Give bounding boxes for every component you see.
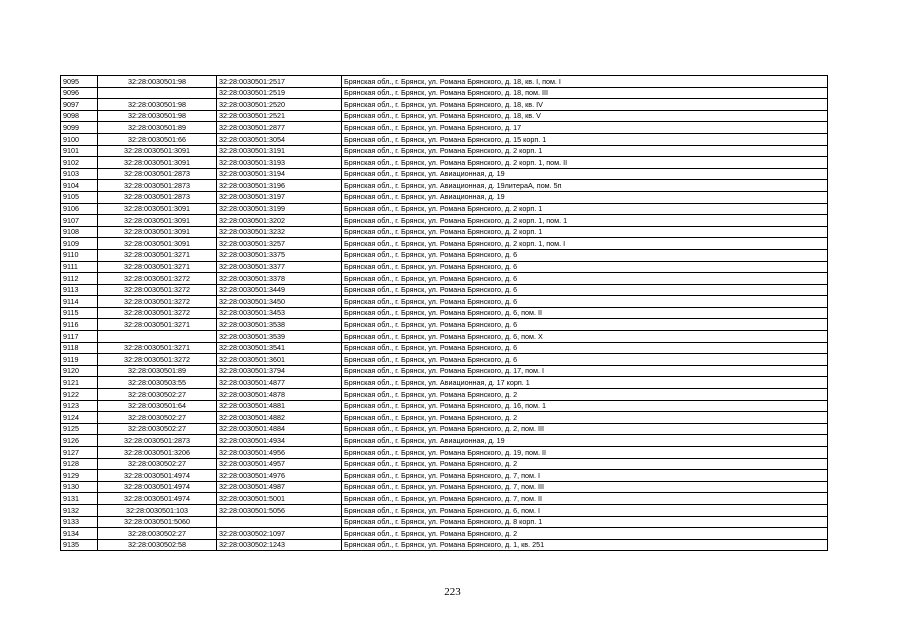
table-row — [61, 168, 828, 180]
parent-cadastral-cell: 32:28:0030501:4974 — [98, 481, 217, 493]
cadastral-number-cell: 32:28:0030501:4956 — [217, 447, 342, 459]
row-number-cell: 9129 — [61, 470, 98, 482]
row-number-cell: 9103 — [61, 168, 98, 180]
table-row — [61, 435, 828, 447]
cadastral-number-cell: 32:28:0030501:4878 — [217, 389, 342, 401]
row-number-cell: 9131 — [61, 493, 98, 505]
cadastral-number-cell: 32:28:0030501:3539 — [217, 331, 342, 343]
cadastral-number-cell: 32:28:0030501:2521 — [217, 110, 342, 122]
address-cell: Брянская обл., г. Брянск, ул. Романа Брянского, д. 6 — [342, 284, 828, 296]
parent-cadastral-cell: 32:28:0030501:3091 — [98, 238, 217, 250]
address-cell: Брянская обл., г. Брянск, ул. Романа Брянского, д. 6 — [342, 342, 828, 354]
row-number-cell: 9118 — [61, 342, 98, 354]
parent-cadastral-cell: 32:28:0030501:3272 — [98, 296, 217, 308]
address-cell: Брянская обл., г. Брянск, ул. Романа Брянского, д. 8 корп. 1 — [342, 516, 828, 528]
cadastral-number-cell: 32:28:0030501:2877 — [217, 122, 342, 134]
parent-cadastral-cell: 32:28:0030502:27 — [98, 528, 217, 540]
row-number-cell: 9100 — [61, 133, 98, 145]
address-cell: Брянская обл., г. Брянск, ул. Романа Брянского, д. 6 — [342, 249, 828, 261]
parent-cadastral-cell: 32:28:0030501:3272 — [98, 273, 217, 285]
parent-cadastral-cell: 32:28:0030501:98 — [98, 99, 217, 111]
address-cell: Брянская обл., г. Брянск, ул. Романа Брянского, д. 6, пом. X — [342, 331, 828, 343]
row-number-cell: 9110 — [61, 249, 98, 261]
cadastral-number-cell: 32:28:0030501:4884 — [217, 423, 342, 435]
cadastral-number-cell: 32:28:0030501:5056 — [217, 504, 342, 516]
address-cell: Брянская обл., г. Брянск, ул. Романа Брянского, д. 2, пом. III — [342, 423, 828, 435]
table-row — [61, 122, 828, 134]
cadastral-number-cell: 32:28:0030501:4987 — [217, 481, 342, 493]
address-cell: Брянская обл., г. Брянск, ул. Романа Брянского, д. 18, пом. III — [342, 87, 828, 99]
parent-cadastral-cell: 32:28:0030501:3091 — [98, 215, 217, 227]
table-row — [61, 412, 828, 424]
address-cell: Брянская обл., г. Брянск, ул. Романа Брянского, д. 6 — [342, 296, 828, 308]
parent-cadastral-cell: 32:28:0030501:2873 — [98, 180, 217, 192]
table-row — [61, 400, 828, 412]
parent-cadastral-cell: 32:28:0030501:89 — [98, 122, 217, 134]
table-row — [61, 191, 828, 203]
parent-cadastral-cell: 32:28:0030501:5060 — [98, 516, 217, 528]
parent-cadastral-cell: 32:28:0030501:3091 — [98, 226, 217, 238]
parent-cadastral-cell: 32:28:0030501:3091 — [98, 203, 217, 215]
address-cell: Брянская обл., г. Брянск, ул. Романа Брянского, д. 7, пом. I — [342, 470, 828, 482]
row-number-cell: 9117 — [61, 331, 98, 343]
parent-cadastral-cell: 32:28:0030501:98 — [98, 76, 217, 88]
table-row — [61, 389, 828, 401]
address-cell: Брянская обл., г. Брянск, ул. Романа Брянского, д. 6 — [342, 261, 828, 273]
cadastral-number-cell: 32:28:0030501:3453 — [217, 307, 342, 319]
row-number-cell: 9098 — [61, 110, 98, 122]
cadastral-number-cell: 32:28:0030501:3193 — [217, 157, 342, 169]
cadastral-number-cell: 32:28:0030501:4877 — [217, 377, 342, 389]
registry-table-body — [61, 76, 828, 551]
row-number-cell: 9116 — [61, 319, 98, 331]
parent-cadastral-cell: 32:28:0030501:103 — [98, 504, 217, 516]
address-cell: Брянская обл., г. Брянск, ул. Романа Брянского, д. 2 — [342, 458, 828, 470]
parent-cadastral-cell: 32:28:0030501:2873 — [98, 191, 217, 203]
parent-cadastral-cell: 32:28:0030501:3091 — [98, 157, 217, 169]
row-number-cell: 9127 — [61, 447, 98, 459]
cadastral-number-cell: 32:28:0030501:2517 — [217, 76, 342, 88]
parent-cadastral-cell: 32:28:0030502:27 — [98, 389, 217, 401]
row-number-cell: 9102 — [61, 157, 98, 169]
parent-cadastral-cell: 32:28:0030501:3271 — [98, 249, 217, 261]
address-cell: Брянская обл., г. Брянск, ул. Авиационная, д. 19 — [342, 168, 828, 180]
parent-cadastral-cell: 32:28:0030501:3271 — [98, 261, 217, 273]
row-number-cell: 9122 — [61, 389, 98, 401]
address-cell: Брянская обл., г. Брянск, ул. Авиационная, д. 19 — [342, 191, 828, 203]
row-number-cell: 9104 — [61, 180, 98, 192]
parent-cadastral-cell: 32:28:0030501:3271 — [98, 319, 217, 331]
cadastral-number-cell: 32:28:0030501:3194 — [217, 168, 342, 180]
row-number-cell: 9128 — [61, 458, 98, 470]
address-cell: Брянская обл., г. Брянск, ул. Романа Брянского, д. 6 — [342, 273, 828, 285]
address-cell: Брянская обл., г. Брянск, ул. Романа Брянского, д. 6, пом. I — [342, 504, 828, 516]
address-cell: Брянская обл., г. Брянск, ул. Романа Брянского, д. 6 — [342, 319, 828, 331]
row-number-cell: 9099 — [61, 122, 98, 134]
table-row — [61, 76, 828, 88]
cadastral-number-cell: 32:28:0030501:4934 — [217, 435, 342, 447]
row-number-cell: 9108 — [61, 226, 98, 238]
parent-cadastral-cell: 32:28:0030501:3272 — [98, 284, 217, 296]
table-row — [61, 365, 828, 377]
cadastral-number-cell: 32:28:0030501:4882 — [217, 412, 342, 424]
cadastral-number-cell — [217, 516, 342, 528]
address-cell: Брянская обл., г. Брянск, ул. Романа Брянского, д. 6, пом. II — [342, 307, 828, 319]
parent-cadastral-cell: 32:28:0030502:58 — [98, 539, 217, 551]
address-cell: Брянская обл., г. Брянск, ул. Романа Брянского, д. 2 корп. 1, пом. II — [342, 157, 828, 169]
row-number-cell: 9114 — [61, 296, 98, 308]
parent-cadastral-cell — [98, 87, 217, 99]
cadastral-number-cell: 32:28:0030501:3449 — [217, 284, 342, 296]
cadastral-number-cell: 32:28:0030501:3202 — [217, 215, 342, 227]
row-number-cell: 9133 — [61, 516, 98, 528]
table-row — [61, 133, 828, 145]
cadastral-number-cell: 32:28:0030501:3197 — [217, 191, 342, 203]
parent-cadastral-cell — [98, 331, 217, 343]
row-number-cell: 9097 — [61, 99, 98, 111]
parent-cadastral-cell: 32:28:0030501:3271 — [98, 342, 217, 354]
row-number-cell: 9120 — [61, 365, 98, 377]
cadastral-number-cell: 32:28:0030501:3541 — [217, 342, 342, 354]
table-row — [61, 238, 828, 250]
parent-cadastral-cell: 32:28:0030503:55 — [98, 377, 217, 389]
address-cell: Брянская обл., г. Брянск, ул. Романа Брянского, д. 16, пом. 1 — [342, 400, 828, 412]
table-row — [61, 87, 828, 99]
table-row — [61, 261, 828, 273]
address-cell: Брянская обл., г. Брянск, ул. Романа Брянского, д. 15 корп. 1 — [342, 133, 828, 145]
address-cell: Брянская обл., г. Брянск, ул. Романа Брянского, д. 2 корп. 1, пом. I — [342, 238, 828, 250]
address-cell: Брянская обл., г. Брянск, ул. Романа Брянского, д. 2 — [342, 389, 828, 401]
page-number: 223 — [444, 586, 461, 598]
cadastral-number-cell: 32:28:0030501:3601 — [217, 354, 342, 366]
address-cell: Брянская обл., г. Брянск, ул. Романа Брянского, д. 18, кв. V — [342, 110, 828, 122]
row-number-cell: 9126 — [61, 435, 98, 447]
row-number-cell: 9107 — [61, 215, 98, 227]
parent-cadastral-cell: 32:28:0030501:3091 — [98, 145, 217, 157]
address-cell: Брянская обл., г. Брянск, ул. Романа Брянского, д. 17, пом. I — [342, 365, 828, 377]
cadastral-number-cell: 32:28:0030501:3377 — [217, 261, 342, 273]
table-row — [61, 377, 828, 389]
table-row — [61, 481, 828, 493]
table-row — [61, 319, 828, 331]
row-number-cell: 9121 — [61, 377, 98, 389]
address-cell: Брянская обл., г. Брянск, ул. Романа Брянского, д. 7, пом. II — [342, 493, 828, 505]
row-number-cell: 9115 — [61, 307, 98, 319]
table-row — [61, 296, 828, 308]
table-row — [61, 528, 828, 540]
cadastral-number-cell: 32:28:0030501:4881 — [217, 400, 342, 412]
table-row — [61, 493, 828, 505]
row-number-cell: 9130 — [61, 481, 98, 493]
parent-cadastral-cell: 32:28:0030501:3206 — [98, 447, 217, 459]
table-row — [61, 215, 828, 227]
parent-cadastral-cell: 32:28:0030501:89 — [98, 365, 217, 377]
address-cell: Брянская обл., г. Брянск, ул. Авиационная, д. 17 корп. 1 — [342, 377, 828, 389]
table-row — [61, 249, 828, 261]
parent-cadastral-cell: 32:28:0030501:4974 — [98, 470, 217, 482]
cadastral-number-cell: 32:28:0030501:3450 — [217, 296, 342, 308]
row-number-cell: 9125 — [61, 423, 98, 435]
row-number-cell: 9109 — [61, 238, 98, 250]
cadastral-number-cell: 32:28:0030501:3191 — [217, 145, 342, 157]
table-row — [61, 110, 828, 122]
row-number-cell: 9101 — [61, 145, 98, 157]
cadastral-number-cell: 32:28:0030501:4957 — [217, 458, 342, 470]
table-row — [61, 504, 828, 516]
table-row — [61, 470, 828, 482]
parent-cadastral-cell: 32:28:0030501:3272 — [98, 307, 217, 319]
address-cell: Брянская обл., г. Брянск, ул. Романа Брянского, д. 2 — [342, 412, 828, 424]
address-cell: Брянская обл., г. Брянск, ул. Романа Брянского, д. 17 — [342, 122, 828, 134]
cadastral-number-cell: 32:28:0030501:2519 — [217, 87, 342, 99]
table-row — [61, 331, 828, 343]
row-number-cell: 9123 — [61, 400, 98, 412]
address-cell: Брянская обл., г. Брянск, ул. Романа Брянского, д. 19, пом. II — [342, 447, 828, 459]
row-number-cell: 9095 — [61, 76, 98, 88]
cadastral-number-cell: 32:28:0030501:3794 — [217, 365, 342, 377]
cadastral-number-cell: 32:28:0030501:5001 — [217, 493, 342, 505]
table-row — [61, 458, 828, 470]
address-cell: Брянская обл., г. Брянск, ул. Романа Брянского, д. 2 — [342, 528, 828, 540]
table-row — [61, 539, 828, 551]
table-row — [61, 99, 828, 111]
address-cell: Брянская обл., г. Брянск, ул. Романа Брянского, д. 2 корп. 1 — [342, 203, 828, 215]
cadastral-number-cell: 32:28:0030501:3232 — [217, 226, 342, 238]
row-number-cell: 9111 — [61, 261, 98, 273]
table-row — [61, 423, 828, 435]
parent-cadastral-cell: 32:28:0030501:3272 — [98, 354, 217, 366]
cadastral-number-cell: 32:28:0030501:3199 — [217, 203, 342, 215]
parent-cadastral-cell: 32:28:0030501:98 — [98, 110, 217, 122]
table-row — [61, 307, 828, 319]
address-cell: Брянская обл., г. Брянск, ул. Романа Брянского, д. 18, кв. I, пом. I — [342, 76, 828, 88]
cadastral-number-cell: 32:28:0030501:3196 — [217, 180, 342, 192]
table-row — [61, 516, 828, 528]
address-cell: Брянская обл., г. Брянск, ул. Романа Брянского, д. 1, кв. 251 — [342, 539, 828, 551]
address-cell: Брянская обл., г. Брянск, ул. Авиационная, д. 19 — [342, 435, 828, 447]
address-cell: Брянская обл., г. Брянск, ул. Романа Брянского, д. 2 корп. 1 — [342, 226, 828, 238]
table-row — [61, 145, 828, 157]
cadastral-number-cell: 32:28:0030501:3054 — [217, 133, 342, 145]
row-number-cell: 9106 — [61, 203, 98, 215]
cadastral-number-cell: 32:28:0030502:1243 — [217, 539, 342, 551]
parent-cadastral-cell: 32:28:0030502:27 — [98, 423, 217, 435]
row-number-cell: 9119 — [61, 354, 98, 366]
parent-cadastral-cell: 32:28:0030502:27 — [98, 458, 217, 470]
parent-cadastral-cell: 32:28:0030502:27 — [98, 412, 217, 424]
table-row — [61, 447, 828, 459]
table-row — [61, 273, 828, 285]
row-number-cell: 9112 — [61, 273, 98, 285]
cadastral-number-cell: 32:28:0030501:3378 — [217, 273, 342, 285]
table-row — [61, 226, 828, 238]
table-row — [61, 157, 828, 169]
address-cell: Брянская обл., г. Брянск, ул. Авиационная, д. 19литераА, пом. 5п — [342, 180, 828, 192]
table-row — [61, 180, 828, 192]
cadastral-number-cell: 32:28:0030501:3257 — [217, 238, 342, 250]
row-number-cell: 9105 — [61, 191, 98, 203]
row-number-cell: 9135 — [61, 539, 98, 551]
document-sheet — [60, 75, 828, 551]
row-number-cell: 9113 — [61, 284, 98, 296]
parent-cadastral-cell: 32:28:0030501:4974 — [98, 493, 217, 505]
cadastral-number-cell: 32:28:0030501:3375 — [217, 249, 342, 261]
row-number-cell: 9134 — [61, 528, 98, 540]
cadastral-number-cell: 32:28:0030502:1097 — [217, 528, 342, 540]
parent-cadastral-cell: 32:28:0030501:2873 — [98, 168, 217, 180]
address-cell: Брянская обл., г. Брянск, ул. Романа Брянского, д. 2 корп. 1 — [342, 145, 828, 157]
address-cell: Брянская обл., г. Брянск, ул. Романа Брянского, д. 7, пом. III — [342, 481, 828, 493]
table-row — [61, 284, 828, 296]
table-row — [61, 354, 828, 366]
row-number-cell: 9132 — [61, 504, 98, 516]
parent-cadastral-cell: 32:28:0030501:66 — [98, 133, 217, 145]
address-cell: Брянская обл., г. Брянск, ул. Романа Брянского, д. 2 корп. 1, пом. 1 — [342, 215, 828, 227]
row-number-cell: 9096 — [61, 87, 98, 99]
registry-table — [60, 75, 828, 551]
table-row — [61, 342, 828, 354]
table-row — [61, 203, 828, 215]
parent-cadastral-cell: 32:28:0030501:2873 — [98, 435, 217, 447]
cadastral-number-cell: 32:28:0030501:2520 — [217, 99, 342, 111]
address-cell: Брянская обл., г. Брянск, ул. Романа Брянского, д. 6 — [342, 354, 828, 366]
parent-cadastral-cell: 32:28:0030501:64 — [98, 400, 217, 412]
cadastral-number-cell: 32:28:0030501:3538 — [217, 319, 342, 331]
address-cell: Брянская обл., г. Брянск, ул. Романа Брянского, д. 18, кв. IV — [342, 99, 828, 111]
cadastral-number-cell: 32:28:0030501:4976 — [217, 470, 342, 482]
row-number-cell: 9124 — [61, 412, 98, 424]
